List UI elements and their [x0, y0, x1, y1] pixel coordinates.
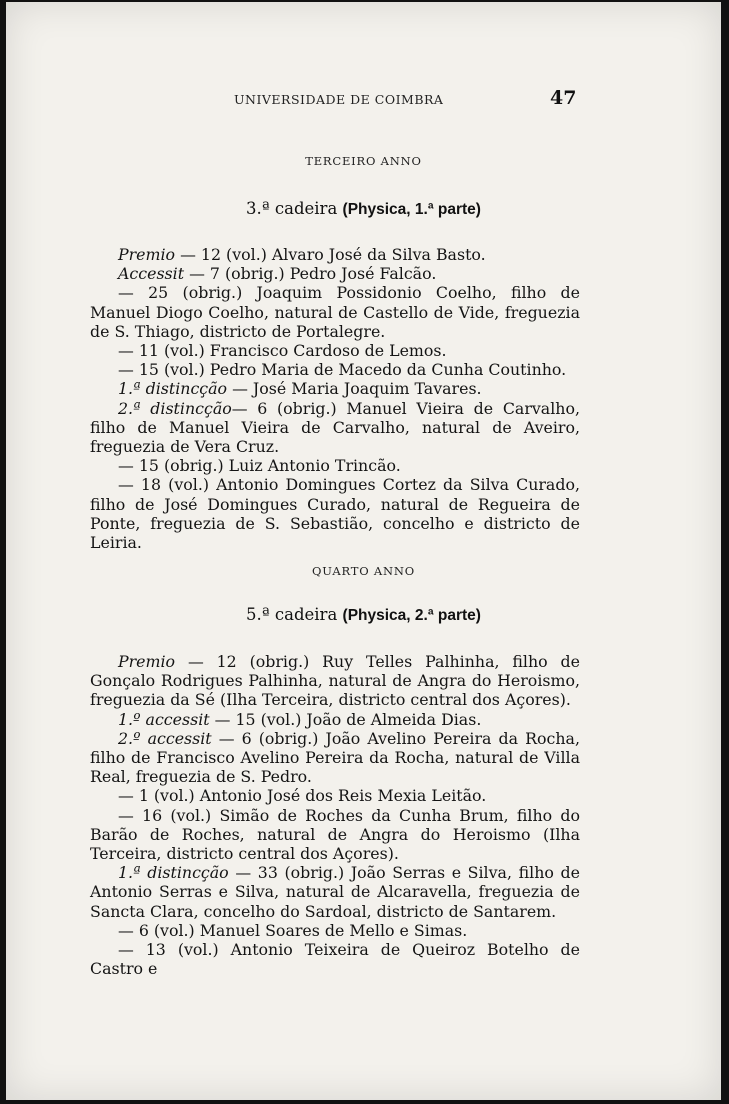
list-item: 1.º accessit — 15 (vol.) João de Almeida Dias.	[118, 709, 482, 729]
list-item: — 13 (vol.) Antonio Teixeira de Queiroz Botelho de Castro e	[90, 940, 580, 979]
year-heading: QUARTO ANNO	[312, 564, 415, 578]
running-title: UNIVERSIDADE DE COIMBRA	[234, 92, 444, 107]
list-item: — 11 (vol.) Francisco Cardoso de Lemos.	[118, 341, 447, 361]
section-entries	[90, 245, 580, 552]
list-item: Premio — 12 (vol.) Alvaro José da Silva Basto.	[118, 245, 486, 264]
chair-subject: (Physica, 1.ª parte)	[342, 201, 481, 218]
year-heading: TERCEIRO ANNO	[305, 154, 422, 168]
list-item: — 16 (vol.) Simão de Roches da Cunha Brum, filho do Barão de Roches, natural de Angra do Heroismo (Ilha Terceira, districto central dos Açores).	[90, 805, 580, 864]
list-item: Accessit — 7 (obrig.) Pedro José Falcão.	[118, 264, 437, 284]
chair-subject: (Physica, 2.ª parte)	[342, 607, 481, 624]
chair-number: 3.ª cadeira	[246, 199, 343, 218]
chair-heading	[6, 199, 721, 219]
section-entries	[90, 652, 580, 978]
document-page	[6, 2, 721, 1100]
page-number: 47	[550, 87, 577, 109]
list-item: — 25 (obrig.) Joaquim Possidonio Coelho, filho de Manuel Diogo Coelho, natural de Castello de Vide, freguezia de S. Thiago, districto de Portalegre.	[90, 283, 580, 341]
list-item: — 15 (obrig.) Luiz Antonio Trincão.	[118, 456, 401, 476]
list-item: Premio — 12 (obrig.) Ruy Telles Palhinha, filho de Gonçalo Rodrigues Palhinha, natural de Angra do Heroismo, freguezia da Sé (Ilha Terceira, districto central dos Açores).	[90, 652, 580, 710]
list-item: — 1 (vol.) Antonio José dos Reis Mexia Leitão.	[118, 786, 487, 806]
list-item: — 18 (vol.) Antonio Domingues Cortez da Silva Curado, filho de José Domingues Curado, natural de Regueira de Ponte, freguezia de S. Sebastião, concelho e districto de Leiria.	[90, 475, 580, 553]
list-item: 2.º accessit — 6 (obrig.) João Avelino Pereira da Rocha, filho de Francisco Avelino Pereira da Rocha, natural de Villa Real, freguezia de S. Pedro.	[90, 728, 580, 787]
list-item: — 6 (vol.) Manuel Soares de Mello e Simas.	[118, 920, 468, 940]
list-item: 1.ª distincção — 33 (obrig.) João Serras e Silva, filho de Antonio Serras e Silva, natural de Alcaravella, freguezia de Sancta Clara, concelho do Sardoal, districto de Santarem.	[90, 863, 580, 921]
chair-number: 5.ª cadeira	[246, 605, 343, 624]
list-item: — 15 (vol.) Pedro Maria de Macedo da Cunha Coutinho.	[118, 360, 567, 380]
chair-heading	[6, 605, 721, 625]
list-item: 2.ª distincção— 6 (obrig.) Manuel Vieira de Carvalho, filho de Manuel Vieira de Carvalho, natural de Aveiro, freguezia de Vera Cruz.	[90, 398, 580, 457]
list-item: 1.ª distincção — José Maria Joaquim Tavares.	[118, 379, 482, 399]
